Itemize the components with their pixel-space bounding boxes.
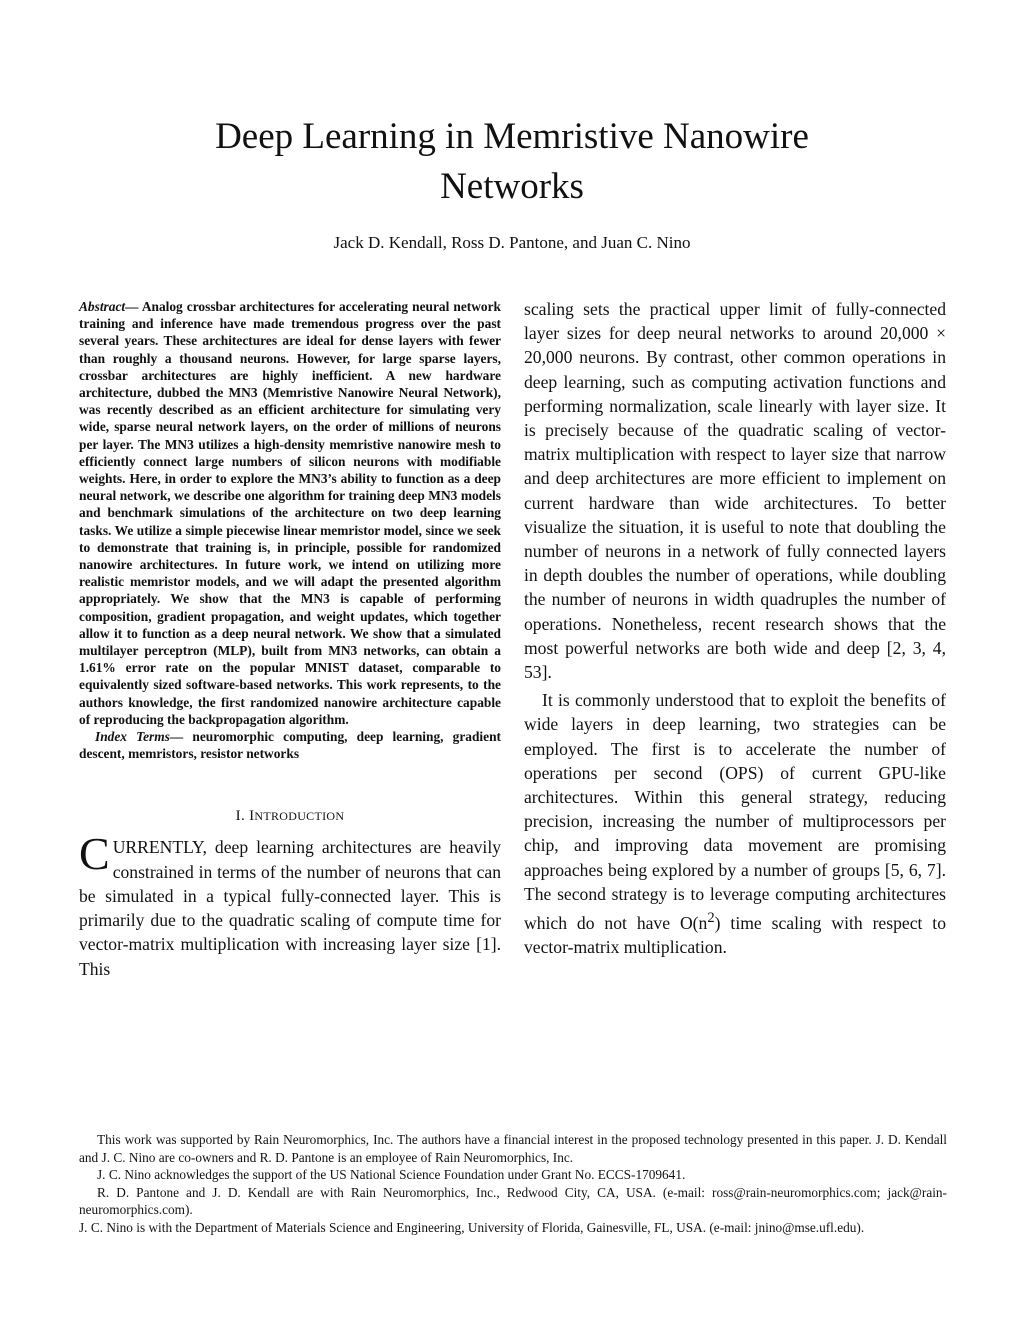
paper-title: Deep Learning in Memristive Nanowire Networks [215, 116, 809, 207]
footnote-affiliation-uf: J. C. Nino is with the Department of Materials Science and Engineering, University of Florida, Gainesville, FL, USA. (e-mail: jnino@mse.ufl.edu). [79, 1219, 865, 1235]
section-heading-initial: I [249, 808, 255, 825]
footnote-nsf: J. C. Nino acknowledges the support of the US National Science Foundation under Grant No. ECCS-1709641. [97, 1167, 686, 1182]
abstract [79, 298, 501, 728]
left-column [79, 298, 501, 981]
abstract-label: Abstract— [79, 299, 139, 314]
intro-paragraph-2-end: ) time scaling with respect to vector-matrix multiplication. [524, 912, 946, 958]
index-terms-text: neuromorphic computing, deep learning, gradient descent, memristors, resistor networks [79, 729, 501, 762]
intro-paragraph-1-continued: scaling sets the practical upper limit of fully-connected layer sizes for deep neural networks to around 20,000 × 20,000 neurons. By contrast, other common operations in deep learning, such as computing activation functions and performing normalization, scale linearly with layer size. It is precisely because of the quadratic scaling of vector-matrix multiplication with respect to layer size that narrow and deep architectures are more efficient to implement on current hardware than wide architectures. To better visualize the situation, it is useful to note that doubling the number of neurons in a network of fully connected layers in depth doubles the number of operations, while doubling the number of neurons in width quadruples the number of operations. Nonetheless, recent research shows that the most powerful networks are both wide and deep [2, 3, 4, 53]. [524, 299, 946, 683]
section-heading-rest: NTRODUCTION [254, 809, 345, 824]
intro-paragraph-2 [524, 688, 946, 959]
abstract-text: Analog crossbar architectures for accelerating neural network training and inference have made tremendous progress over the past several years. These architectures are ideal for dense layers with fewer than roughly a thousand neurons. However, for large sparse layers, crossbar architectures are highly inefficient. A new hardware architecture, dubbed the MN3 (Memristive Nanowire Neural Network), was recently described as an efficient architecture for simulating very wide, sparse neural network layers, on the order of millions of neurons per layer. The MN3 utilizes a high-density memristive nanowire mesh to efficiently connect large numbers of silicon neurons with modifiable weights. Here, in order to explore the MN3’s ability to function as a deep neural network, we describe one algorithm for training deep MN3 models and benchmark simulations of the architecture on two deep learning tasks. We utilize a simple piecewise linear memristor model, since we seek to demonstrate that training is, in principle, possible for randomized nanowire architectures. In future work, we intend on utilizing more realistic memristor models, and we will adapt the presented algorithm appropriately. We show that the MN3 is capable of performing composition, gradient propagation, and weight updates, which together allow it to function as a deep neural network. We show that a simulated multilayer perceptron (MLP), built from MN3 networks, can obtain a 1.61% error rate on the popular MNIST dataset, comparable to equivalently sized software-based networks. This work represents, to the authors knowledge, the first randomized nanowire architecture capable of reproducing the backpropagation algorithm. [79, 299, 501, 727]
footnote-affiliation-rain: R. D. Pantone and J. D. Kendall are with Rain Neuromorphics, Inc., Redwood City, CA, USA. (e-mail: ross@rain-neuromorphics.com; jack@rain-neuromorphics.com). [79, 1184, 947, 1217]
intro-paragraph-2-text: It is commonly understood that to exploit the benefits of wide layers in deep learning, two strategies can be employed. The first is to accelerate the number of operations per second (OPS) of current GPU-like architectures. Within this general strategy, reducing precision, increasing the number of multiprocessors per chip, and improving data movement are promising approaches being explored by a number of groups [5, 6, 7]. The second strategy is to leverage computing architectures which do not have O(n [524, 690, 946, 933]
author-list: Jack D. Kendall, Ross D. Pantone, and Juan C. Nino [333, 233, 691, 252]
footnote-funding: This work was supported by Rain Neuromorphics, Inc. The authors have a financial interest in the proposed technology presented in this paper. J. D. Kendall and J. C. Nino are co-owners and R. D. Pantone is an employee of Rain Neuromorphics, Inc. [79, 1132, 947, 1165]
index-terms-label: Index Terms— [95, 729, 184, 745]
right-column [524, 297, 946, 959]
intro-paragraph-1 [79, 828, 501, 980]
section-heading-introduction [79, 808, 501, 825]
section-number: I. [235, 808, 250, 825]
superscript-exponent: 2 [707, 910, 715, 927]
index-terms [79, 728, 501, 762]
intro-paragraph-1-text: URRENTLY, deep learning architectures are heavily constrained in terms of the number of neurons that can be simulated in a typical fully-connected layer. This is primarily due to the quadratic scaling of compute time for vector-matrix multiplication with increasing layer size [1]. This [79, 837, 501, 979]
drop-cap: C [79, 828, 110, 880]
footnotes [79, 1131, 947, 1236]
